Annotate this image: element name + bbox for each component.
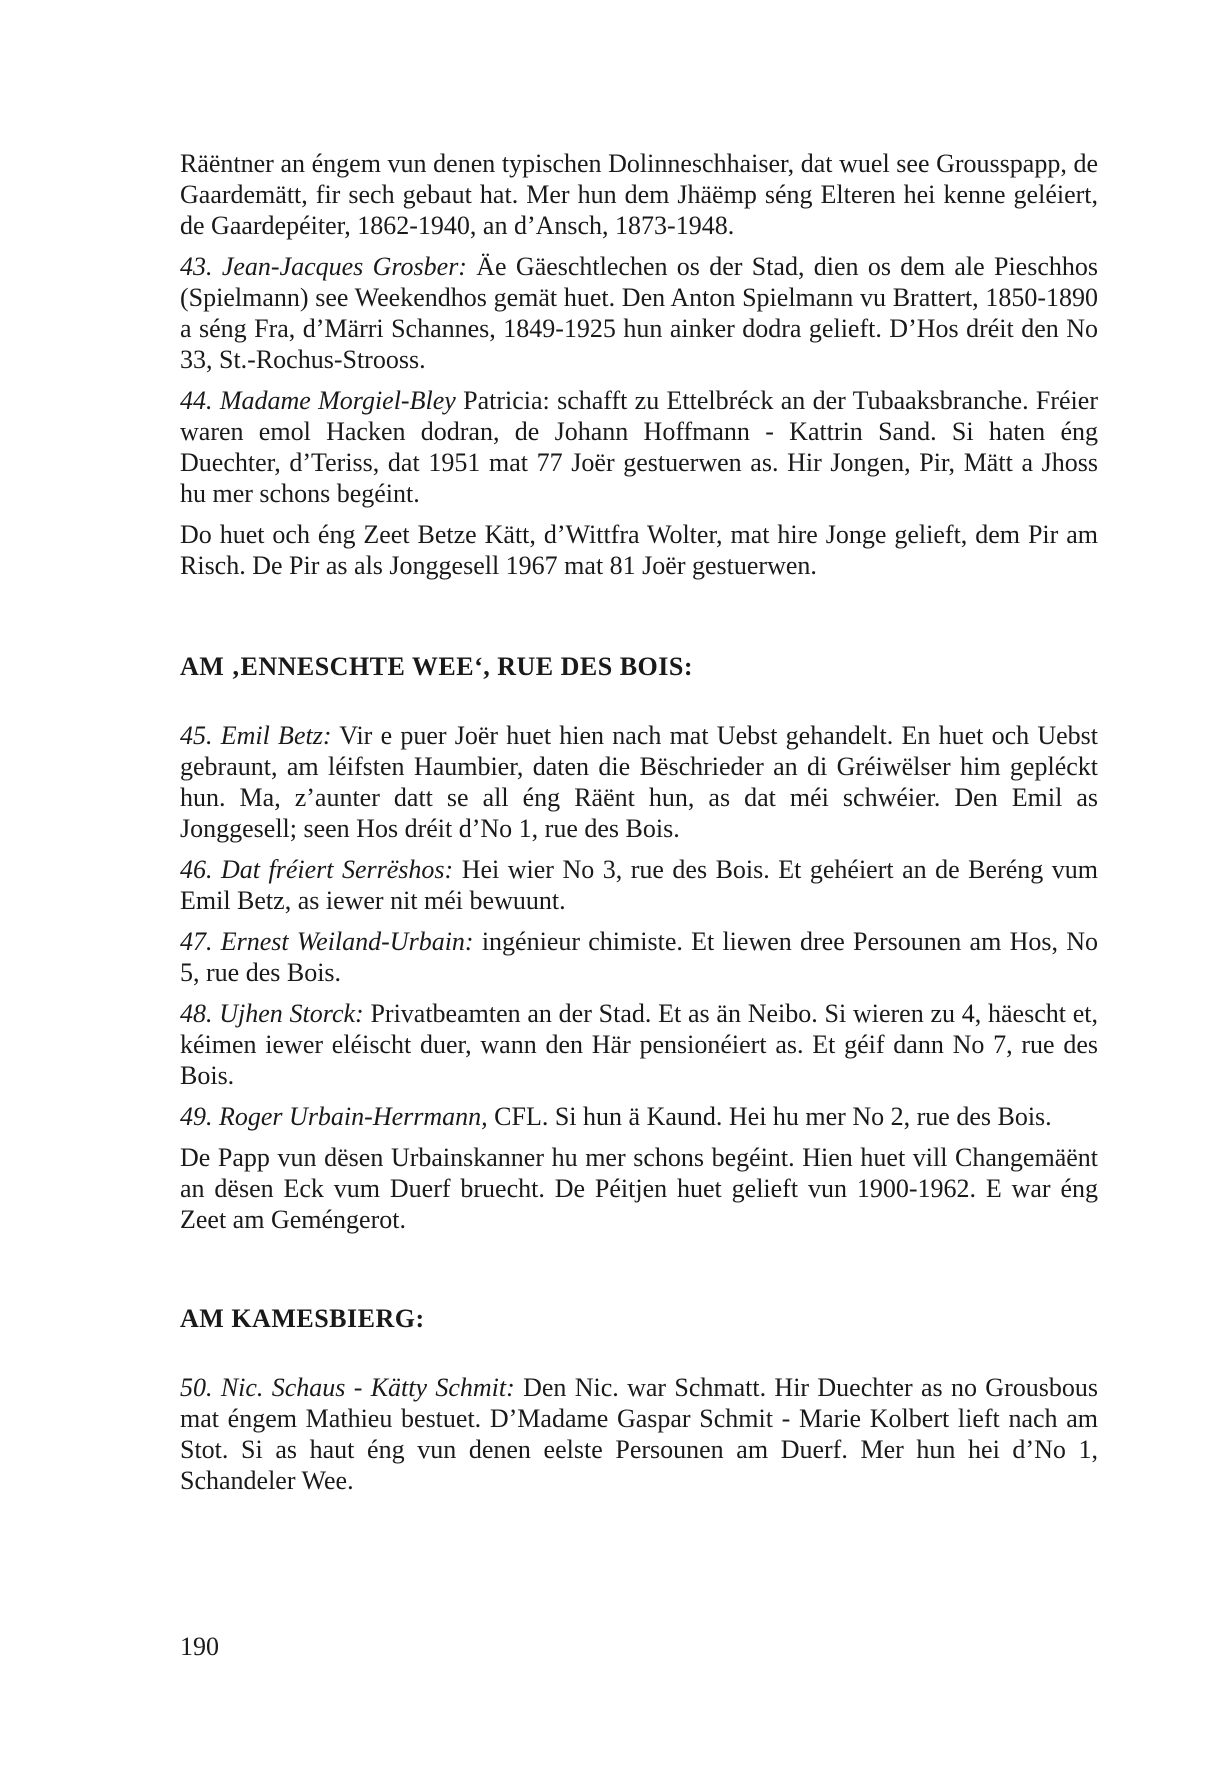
entry-44	[180, 385, 1098, 509]
entry-text: ingénieur chimiste. Et liewen dree Persounen am Hos, No 5, rue des Bois.	[180, 927, 1098, 987]
entry-47	[180, 926, 1098, 988]
entry-text: Vir e puer Joër huet hien nach mat Uebst gehandelt. En huet och Uebst gebraunt, am léifsten Haumbier, daten die Bëschrieder an di Gréiwëlser him gepléckt hun. Ma, z’aunter datt se all éng Räënt hun, as dat méi schwéier. Den Emil as Jonggesell; seen Hos dréit d’No 1, rue des Bois.	[180, 721, 1098, 843]
section-heading-rue-des-bois: AM ‚ENNESCHTE WEE‘, RUE DES BOIS:	[180, 652, 694, 681]
entry-48	[180, 998, 1098, 1091]
section-heading-kamesbierg: AM KAMESBIERG:	[180, 1304, 425, 1333]
entry-heading: 48. Ujhen Storck:	[180, 999, 364, 1028]
entry-43	[180, 251, 1098, 375]
entry-text: Den Nic. war Schmatt. Hir Duechter as no Grousbous mat éngem Mathieu bestuet. D’Madame Gaspar Schmit - Marie Kolbert lieft nach am Stot. Si as haut éng vun denen eelste Persounen am Duerf. Mer hun hei d’No 1, Schandeler Wee.	[180, 1373, 1098, 1495]
paragraph-text: Räëntner an éngem vun denen typischen Dolinneschhaiser, dat wuel see Grousspapp, de Gaardemätt, fir sech gebaut hat. Mer hun dem Jhäëmp séng Elteren hei kenne geléiert, de Gaardepéiter, 1862-1940, an d’Ansch, 1873-1948.	[180, 149, 1098, 240]
entry-text: Hei wier No 3, rue des Bois. Et gehéiert an de Beréng vum Emil Betz, as iewer nit méi bewuunt.	[180, 855, 1098, 915]
entry-50	[180, 1372, 1098, 1496]
entry-text: Privatbeamten an der Stad. Et as än Neibo. Si wieren zu 4, häescht et, kéimen iewer eléischt duer, wann den Här pensionéiert as. Et géif dann No 7, rue des Bois.	[180, 999, 1099, 1090]
paragraph-note	[180, 519, 1098, 581]
entry-49	[180, 1101, 1098, 1132]
entry-text: Patricia: schafft zu Ettelbréck an der Tubaaksbranche. Fréier waren emol Hacken dodran, de Johann Hoffmann - Kattrin Sand. Si haten éng Duechter, d’Teriss, dat 1951 mat 77 Joër gestuerwen as. Hir Jongen, Pir, Mätt a Jhoss hu mer schons begéint.	[180, 386, 1098, 508]
entry-heading: 44. Madame Morgiel-Bley	[180, 386, 456, 415]
entry-text: Äe Gäeschtlechen os der Stad, dien os dem ale Pieschhos (Spielmann) see Weekendhos gemät huet. Den Anton Spielmann vu Brattert, 1850-1890 a séng Fra, d’Märri Schannes, 1849-1925 hun ainker dodra gelieft. D’Hos dréit den No 33, St.-Rochus-Strooss.	[180, 252, 1098, 374]
entry-heading: 43. Jean-Jacques Grosber:	[180, 252, 467, 281]
page-body	[180, 148, 1098, 1506]
entry-46	[180, 854, 1098, 916]
entry-heading: 49. Roger Urbain-Herrmann,	[180, 1102, 488, 1131]
entry-heading: 46. Dat fréiert Serrëshos:	[180, 855, 454, 884]
entry-text: CFL. Si hun ä Kaund. Hei hu mer No 2, rue des Bois.	[487, 1102, 1052, 1131]
paragraph-note	[180, 1142, 1098, 1235]
paragraph-text: Do huet och éng Zeet Betze Kätt, d’Wittfra Wolter, mat hire Jonge gelieft, dem Pir am Risch. De Pir as als Jonggesell 1967 mat 81 Joër gestuerwen.	[180, 520, 1098, 580]
entry-heading: 50. Nic. Schaus - Kätty Schmit:	[180, 1373, 515, 1402]
paragraph-text: De Papp vun dësen Urbainskanner hu mer schons begéint. Hien huet vill Changemäënt an dësen Eck vum Duerf bruecht. De Péitjen huet gelieft vun 1900-1962. E war éng Zeet am Geméngerot.	[180, 1143, 1098, 1234]
entry-heading: 45. Emil Betz:	[180, 721, 332, 750]
entry-heading: 47. Ernest Weiland-Urbain:	[180, 927, 474, 956]
paragraph-continuation	[180, 148, 1098, 241]
page-number: 190	[180, 1632, 219, 1661]
entry-45	[180, 720, 1098, 844]
